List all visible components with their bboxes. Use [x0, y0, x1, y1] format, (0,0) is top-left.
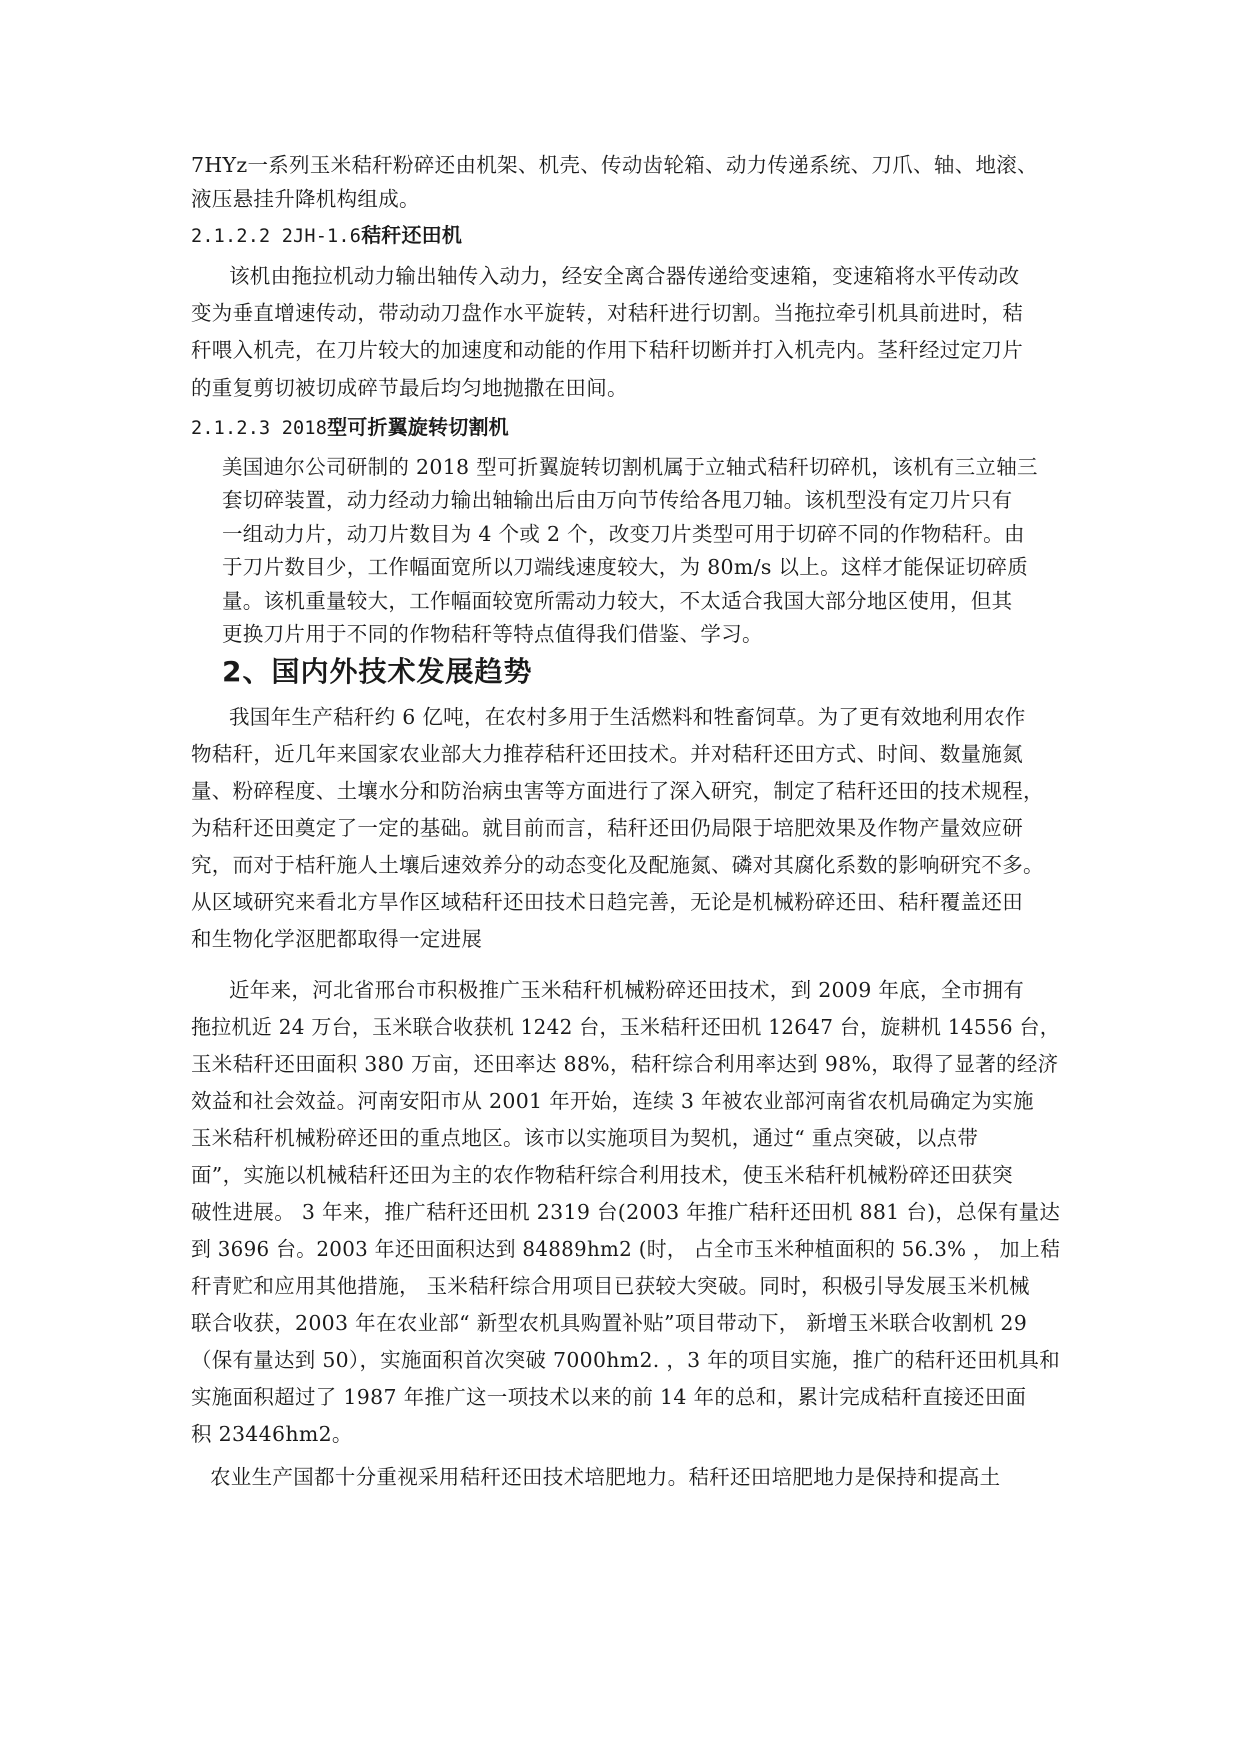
body-text-line: 量、粉碎程度、土壤水分和防治病虫害等方面进行了深入研究，制定了秸秆还田的技术规程，: [191, 779, 1044, 803]
section-title: 型可折翼旋转切割机: [327, 415, 509, 439]
body-text-line: 拖拉机近 24 万台，玉米联合收获机 1242 台，玉米秸秆还田机 12647 台，旋耕机 14556 台，: [191, 1015, 1061, 1039]
body-text-line: 效益和社会效益。河南安阳市从 2001 年开始，连续 3 年被农业部河南省农机局确定为实施: [191, 1089, 1034, 1113]
body-text-line: 的重复剪切被切成碎节最后均匀地抛撒在田间。: [191, 376, 628, 400]
body-text-line: 美国迪尔公司研制的 2018 型可折翼旋转切割机属于立轴式秸秆切碎机，该机有三立轴三: [222, 455, 1038, 479]
body-text-line: 玉米秸秆还田面积 380 万亩，还田率达 88%，秸秆综合利用率达到 98%，取得了显著的经济: [191, 1052, 1059, 1076]
body-text-line: 玉米秸秆机械粉碎还田的重点地区。该市以实施项目为契机，通过“ 重点突破，以点带: [191, 1126, 979, 1150]
body-text-line: 变为垂直增速传动，带动动刀盘作水平旋转，对秸秆进行切割。当拖拉牵引机具前进时，秸: [191, 301, 1023, 325]
body-text-line: 到 3696 台。2003 年还田面积达到 84889hm2 (时， 占全市玉米种植面积的 56.3% ， 加上秸: [191, 1237, 1061, 1261]
body-text-line: 积 23446hm2。: [191, 1422, 353, 1446]
body-text-line: 于刀片数目少，工作幅面宽所以刀端线速度较大，为 80m/s 以上。这样才能保证切碎质: [222, 555, 1029, 579]
body-text-line: （保有量达到 50），实施面积首次突破 7000hm2. ，3 年的项目实施，推广的秸秆还田机具和: [191, 1348, 1061, 1372]
body-text-line: 我国年生产秸秆约 6 亿吨，在农村多用于生活燃料和牲畜饲草。为了更有效地利用农作: [229, 705, 1026, 729]
body-text-line: 该机由拖拉机动力输出轴传入动力，经安全离合器传递给变速箱，变速箱将水平传动改: [229, 264, 1020, 288]
body-text-line: 和生物化学沤肥都取得一定进展: [191, 927, 483, 951]
section-heading-2123: [191, 413, 509, 443]
body-text-line: 究，而对于桔秆施人土壤后速效养分的动态变化及配施氮、磷对其腐化系数的影响研究不多。: [191, 853, 1044, 877]
section-number: 2.1.2.3 2018: [191, 418, 328, 439]
body-text-line: 套切碎装置，动力经动力输出轴输出后由万向节传给各甩刀轴。该机型没有定刀片只有: [222, 488, 1013, 512]
body-text-line: 量。该机重量较大，工作幅面较宽所需动力较大，不太适合我国大部分地区使用，但其: [222, 589, 1013, 613]
body-text-line: 秆喂入机壳，在刀片较大的加速度和动能的作用下秸秆切断并打入机壳内。茎秆经过定刀片: [191, 338, 1023, 362]
body-text-line: 一组动力片，动刀片数目为 4 个或 2 个，改变刀片类型可用于切碎不同的作物秸秆。由: [222, 522, 1025, 546]
body-text-line: 7HYz一系列玉米秸秆粉碎还由机架、机壳、传动齿轮箱、动力传递系统、刀爪、轴、地滚、: [191, 153, 1038, 177]
body-text-line: 物秸秆，近几年来国家农业部大力推荐秸秆还田技术。并对秸秆还田方式、时间、数量施氮: [191, 742, 1023, 766]
body-text-line: 为秸秆还田奠定了一定的基础。就目前而言，秸秆还田仍局限于培肥效果及作物产量效应研: [191, 816, 1023, 840]
section-title: 秸秆还田机: [361, 223, 463, 247]
section-2-heading: 2、国内外技术发展趋势: [222, 655, 533, 688]
body-text-line: 液压悬挂升降机构组成。: [191, 187, 420, 211]
body-text-line: 面”，实施以机械秸秆还田为主的农作物秸秆综合利用技术，使玉米秸秆机械粉碎还田获突: [191, 1163, 1013, 1187]
body-text-line: 破性进展。 3 年来，推广秸秆还田机 2319 台(2003 年推广秸秆还田机 881 台)，总保有量达: [191, 1200, 1061, 1224]
body-text-line: 近年来，河北省邢台市积极推广玉米秸秆机械粉碎还田技术，到 2009 年底，全市拥有: [229, 978, 1025, 1002]
body-text-line: 从区域研究来看北方旱作区域秸秆还田技术日趋完善，无论是机械粉碎还田、秸秆覆盖还田: [191, 890, 1023, 914]
body-text-line: 联合收获，2003 年在农业部“ 新型农机具购置补贴”项目带动下， 新增玉米联合收割机 29: [191, 1311, 1028, 1335]
body-text-line: 更换刀片用于不同的作物秸秆等特点值得我们借鉴、学习。: [222, 622, 763, 646]
body-text-line: 实施面积超过了 1987 年推广这一项技术以来的前 14 年的总和，累计完成秸秆直接还田面: [191, 1385, 1027, 1409]
body-text-line: 秆青贮和应用其他措施， 玉米秸秆综合用项目已获较大突破。同时，积极引导发展玉米机械: [191, 1274, 1030, 1298]
body-text-line: 农业生产国都十分重视采用秸秆还田技术培肥地力。秸秆还田培肥地力是保持和提高土: [210, 1465, 1001, 1489]
section-heading-2122: [191, 221, 462, 251]
section-number: 2.1.2.2 2JH-1.6: [191, 226, 362, 247]
